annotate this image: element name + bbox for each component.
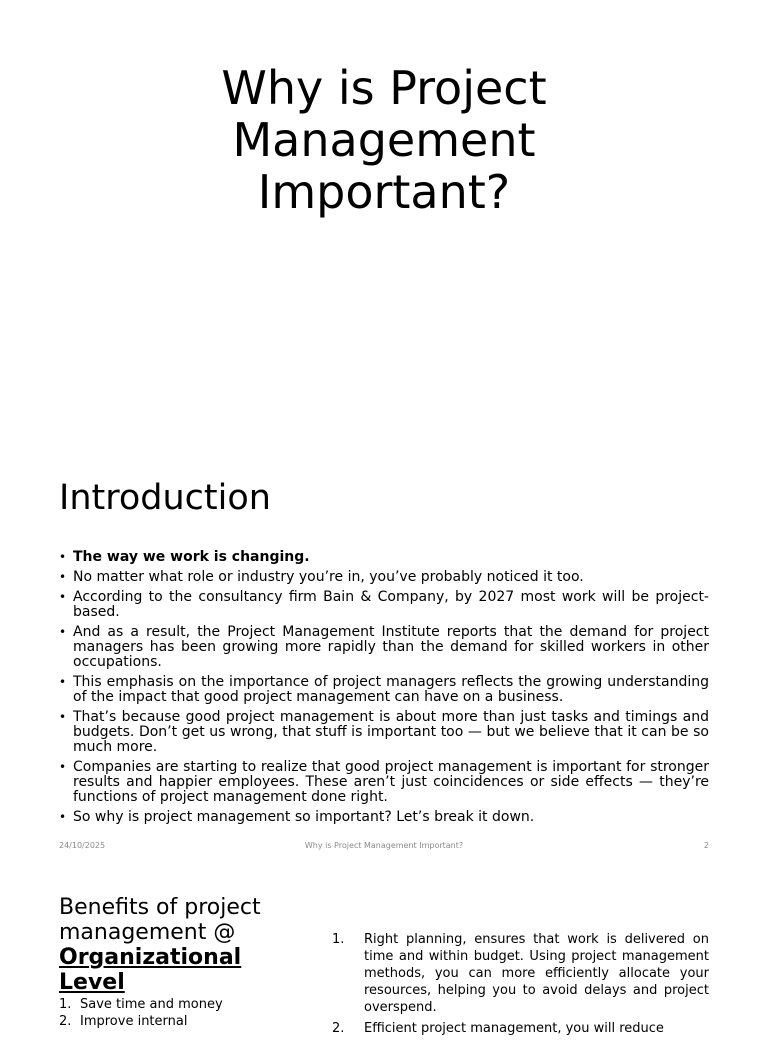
list-item <box>332 931 709 1016</box>
footer-page-number: 2 <box>703 841 709 850</box>
footer-title: Why is Project Management Important? <box>304 841 464 850</box>
list-number: 2. <box>332 1021 345 1036</box>
list-item-text: Efficient project management, you will reduce <box>364 1021 664 1036</box>
bullet-text: According to the consultancy firm Bain & Company, by 2027 most work will be project-based. <box>73 589 709 620</box>
list-number: 1. <box>332 932 345 947</box>
bullet-item <box>59 590 709 620</box>
bullet-item <box>59 810 709 825</box>
bullet-icon: • <box>59 550 67 564</box>
bullet-icon: • <box>59 625 67 639</box>
slide-heading: Introduction <box>59 478 271 518</box>
introduction-slide <box>0 452 768 858</box>
slide-title <box>84 62 684 218</box>
list-number: 2. <box>59 1014 72 1029</box>
list-item <box>332 1020 709 1037</box>
bullet-icon: • <box>59 590 67 604</box>
list-item-text: Improve internal <box>80 1014 188 1029</box>
title-line: Management <box>232 113 536 167</box>
bullet-item <box>59 710 709 755</box>
benefits-list-left <box>59 996 295 1030</box>
bullet-text: That’s because good project management is about more than just tasks and timings and budgets. Don’t get us wrong, that stuff is important too — but we believe that it can be so much more. <box>73 709 709 755</box>
benefits-slide <box>0 870 768 1036</box>
list-item <box>59 996 295 1013</box>
bullet-item <box>59 625 709 670</box>
footer-date: 24/10/2025 <box>59 841 106 850</box>
title-slide <box>0 0 768 450</box>
bullet-text: No matter what role or industry you’re in, you’ve probably noticed it too. <box>73 569 584 585</box>
bullet-list <box>59 550 709 830</box>
bullet-icon: • <box>59 810 67 824</box>
list-item-text: Right planning, ensures that work is delivered on time and within budget. Using project management methods, you can more efficiently allocate your resources, helping you to avoid delays and project overspend. <box>364 932 709 1015</box>
bullet-item <box>59 570 709 585</box>
slide-heading <box>59 895 299 995</box>
bullet-text: So why is project management so important? Let’s break it down. <box>73 809 535 825</box>
bullet-icon: • <box>59 570 67 584</box>
list-item <box>59 1013 295 1030</box>
bullet-text: Companies are starting to realize that good project management is important for stronger results and happier employees. These aren’t just coincidences or side effects — they’re functions of project management done right. <box>73 759 709 805</box>
benefits-list-right <box>332 931 709 1041</box>
heading-line: management @ <box>59 920 236 945</box>
list-number: 1. <box>59 997 72 1012</box>
bullet-text: And as a result, the Project Management Institute reports that the demand for project managers has been growing more rapidly than the demand for skilled workers in other occupations. <box>73 624 709 670</box>
heading-emphasis: Organizational Level <box>59 945 242 995</box>
list-item-text: Save time and money <box>80 997 223 1012</box>
bullet-icon: • <box>59 760 67 774</box>
bullet-item <box>59 550 709 565</box>
bullet-item <box>59 675 709 705</box>
bullet-icon: • <box>59 675 67 689</box>
bullet-text: This emphasis on the importance of project managers reflects the growing understanding of the impact that good project management can have on a business. <box>73 674 709 705</box>
title-line: Why is Project <box>221 61 547 115</box>
heading-line: Benefits of project <box>59 895 261 920</box>
bullet-icon: • <box>59 710 67 724</box>
title-line: Important? <box>257 165 511 219</box>
bullet-item <box>59 760 709 805</box>
bullet-text: The way we work is changing. <box>73 549 310 565</box>
